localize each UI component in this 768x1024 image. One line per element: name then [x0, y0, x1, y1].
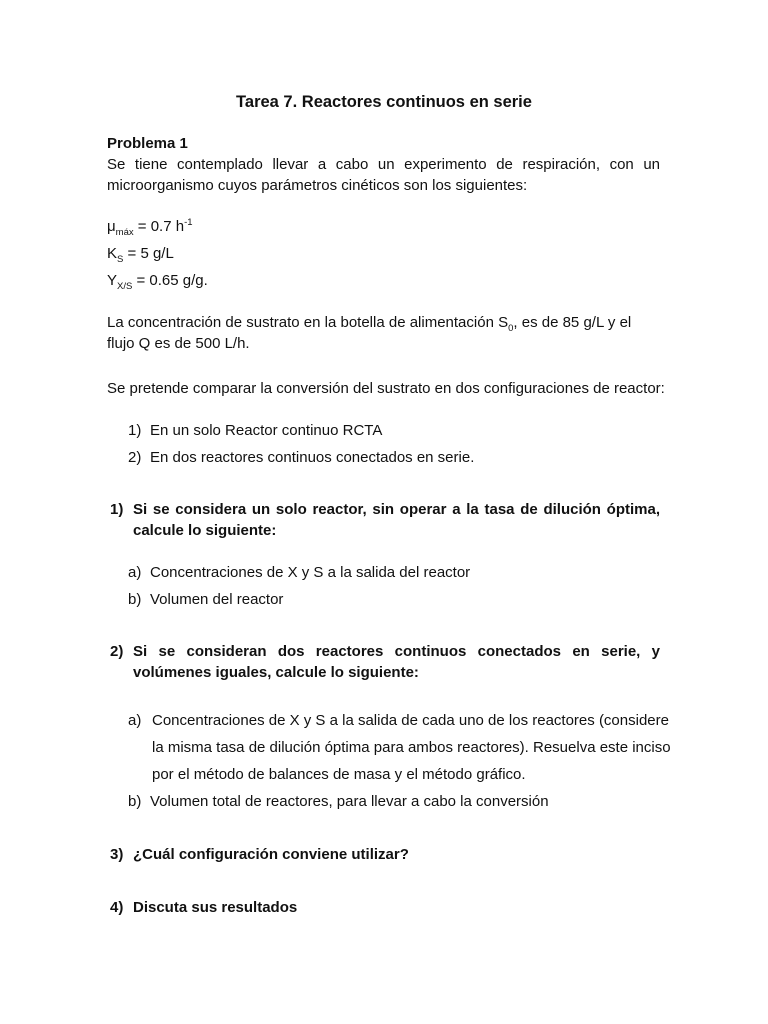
compare-paragraph: Se pretende comparar la conversión del sustrato en dos configuraciones de reactor:	[107, 380, 665, 397]
param-symbol: K	[107, 245, 118, 262]
param-superscript: -1	[184, 217, 193, 228]
param-yxs	[107, 270, 208, 291]
q2-item-a-label: a)	[128, 712, 142, 729]
param-symbol: μ	[107, 218, 116, 235]
item-label: a)	[128, 564, 142, 581]
list-text: En un solo Reactor continuo RCTA	[150, 422, 383, 439]
q1-item-b	[128, 589, 283, 610]
question-4-text: Discuta sus resultados	[133, 899, 298, 916]
param-value: = 5 g/L	[123, 245, 174, 262]
question-2-number: 2)	[110, 643, 124, 660]
param-value: = 0.65 g/g.	[132, 272, 208, 289]
config-item-2	[128, 447, 474, 468]
q2-item-a-line-1: Concentraciones de X y S a la salida de cada uno de los reactores (considere	[152, 712, 669, 729]
param-subscript: S	[117, 254, 124, 265]
question-4-number: 4)	[110, 899, 124, 916]
feed-text-1: La concentración de sustrato en la botella de alimentación S	[107, 314, 509, 331]
param-ks	[107, 243, 174, 264]
q2-item-b	[128, 791, 549, 812]
param-subscript: máx	[115, 227, 134, 238]
item-text: Volumen del reactor	[150, 591, 284, 608]
intro-paragraph: Se tiene contemplado llevar a cabo un experimento de respiración, con un microorganismo cuyos parámetros cinéticos son los siguientes:	[107, 156, 660, 194]
problem-heading: Problema 1	[107, 135, 188, 152]
list-text: En dos reactores continuos conectados en serie.	[150, 449, 475, 466]
item-label: b)	[128, 591, 142, 608]
list-number: 2)	[128, 449, 142, 466]
question-3-text: ¿Cuál configuración conviene utilizar?	[133, 846, 409, 863]
param-symbol: Y	[107, 272, 118, 289]
param-mu-max	[107, 216, 193, 237]
question-1-number: 1)	[110, 501, 124, 518]
feed-subscript: 0	[508, 323, 514, 334]
q1-item-a	[128, 562, 470, 583]
feed-text-2: , es de 85 g/L y el flujo Q es de 500 L/h.	[107, 314, 632, 352]
config-item-1	[128, 420, 382, 441]
page-title: Tarea 7. Reactores continuos en serie	[236, 93, 532, 111]
param-subscript: X/S	[117, 281, 133, 292]
feed-paragraph	[107, 312, 647, 354]
q2-item-a-line-3: por el método de balances de masa y el método gráfico.	[152, 766, 526, 783]
question-2-text: Si se consideran dos reactores continuos conectados en serie, y volúmenes iguales, calcule lo siguiente:	[133, 643, 660, 681]
question-1-text: Si se considera un solo reactor, sin operar a la tasa de dilución óptima, calcule lo siguiente:	[133, 501, 660, 539]
item-text: Volumen total de reactores, para llevar a cabo la conversión	[150, 793, 549, 810]
list-number: 1)	[128, 422, 142, 439]
question-3-number: 3)	[110, 846, 124, 863]
param-value: = 0.7 h	[133, 218, 185, 235]
item-label: b)	[128, 793, 142, 810]
q2-item-a-line-2: la misma tasa de dilución óptima para ambos reactores). Resuelva este inciso	[152, 739, 671, 756]
item-text: Concentraciones de X y S a la salida del reactor	[150, 564, 471, 581]
